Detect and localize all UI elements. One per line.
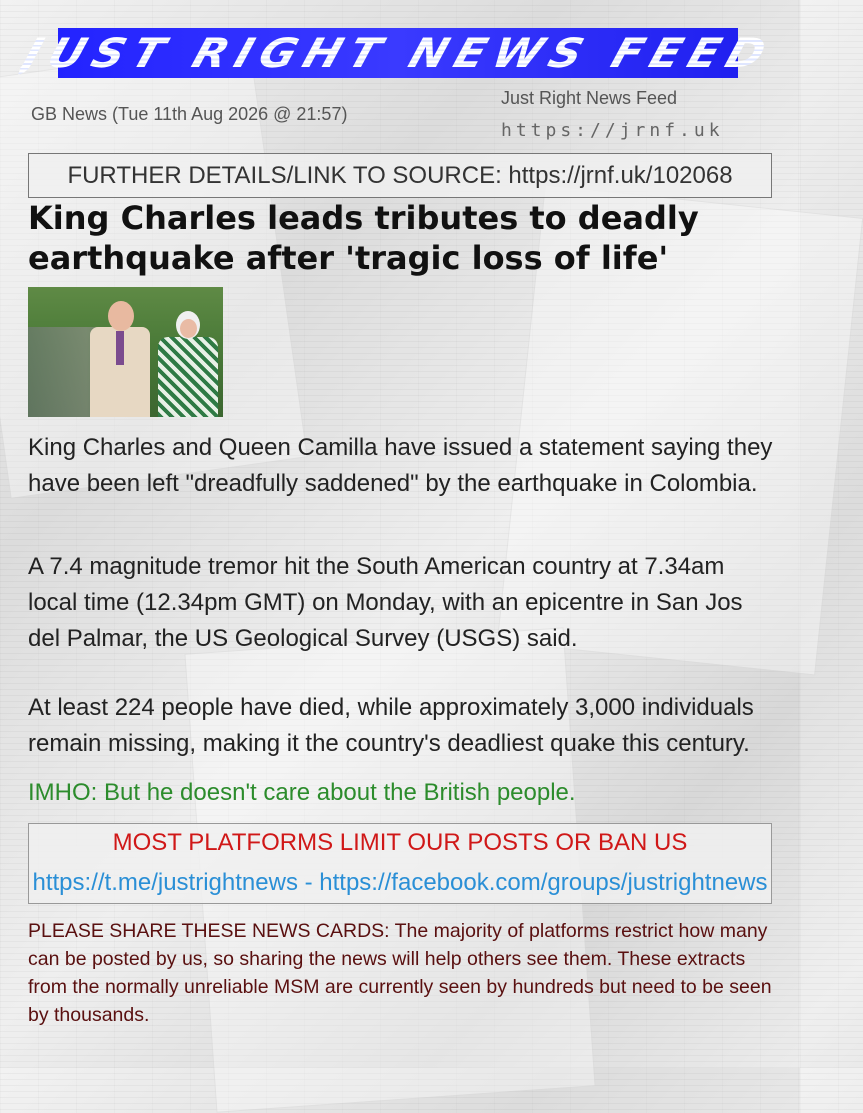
article-photo [28,287,223,417]
brand-name: Just Right News Feed [501,88,678,108]
platform-notice-box [28,823,772,904]
photo-head-left [108,301,134,331]
banner-title: JUST RIGHT NEWS FEED [17,29,780,77]
article-paragraph: A 7.4 magnitude tremor hit the South American country at 7.34am local time (12.34pm GMT) on Monday, with an epicentre in San Jos del Palmar, the US Geological Survey (USGS) said. [28,553,743,652]
article-headline: King Charles leads tributes to deadly earthquake after 'tragic loss of life' [28,199,699,277]
article-paragraph: King Charles and Queen Camilla have issued a statement saying they have been left "dreadfully saddened" by the earthquake in Colombia. [28,434,773,497]
source-attribution: GB News (Tue 11th Aug 2026 @ 21:57) [31,104,348,124]
photo-tie [116,331,124,365]
photo-figure-right [158,337,218,417]
source-link-text[interactable]: FURTHER DETAILS/LINK TO SOURCE: https://jrnf.uk/102068 [67,161,733,189]
source-link-box[interactable] [28,153,772,198]
editor-opinion: IMHO: But he doesn't care about the British people. [28,779,576,806]
photo-head-right [180,319,197,338]
brand-url[interactable]: https://jrnf.uk [501,120,724,141]
social-links[interactable]: https://t.me/justrightnews - https://facebook.com/groups/justrightnews [32,869,768,896]
platform-warning: MOST PLATFORMS LIMIT OUR POSTS OR BAN US [112,829,688,856]
site-banner [17,28,780,78]
article-paragraph: At least 224 people have died, while approximately 3,000 individuals remain missing, making it the country's deadliest quake this century. [28,694,754,757]
share-request-note: PLEASE SHARE THESE NEWS CARDS: The majority of platforms restrict how many can be posted by us, so sharing the news will help others see them. These extracts from the normally unreliable MSM are currently seen by hundreds but need to be seen by thousands. [28,920,772,1026]
